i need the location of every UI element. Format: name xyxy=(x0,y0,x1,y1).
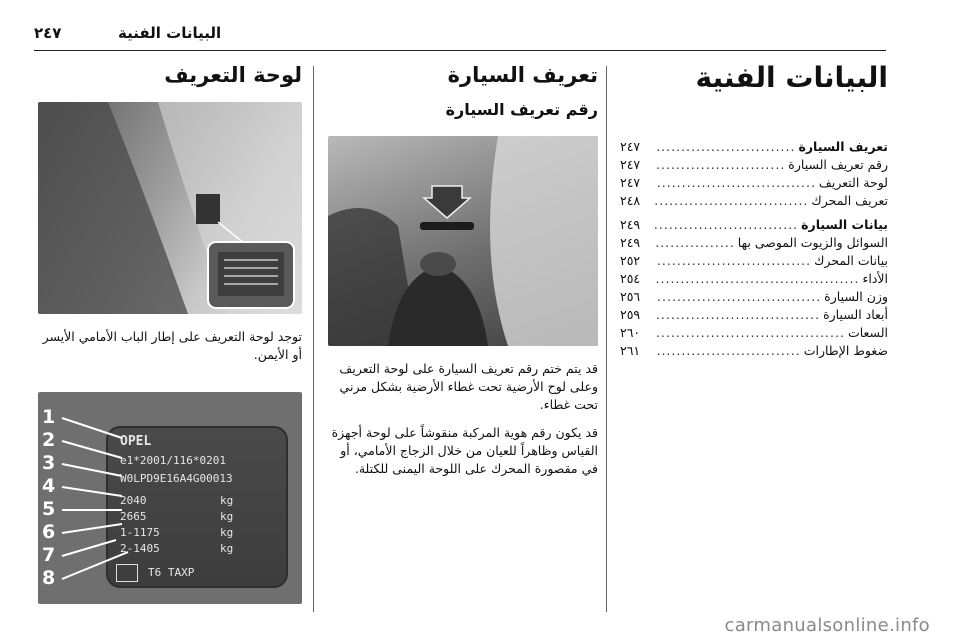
callout-number: 4 xyxy=(42,475,56,497)
door-frame-illustration xyxy=(38,102,302,314)
toc-entry-label: السعات xyxy=(847,325,888,340)
plate-vin: W0LPD9E16A4G00013 xyxy=(120,472,233,485)
toc-entry-page: ٢٤٧ xyxy=(620,175,641,190)
id-plate-title: لوحة التعريف xyxy=(164,63,302,87)
id-plate-paragraph: توجد لوحة التعريف على إطار الباب الأمامي الأيسر أو الأيمن. xyxy=(42,329,302,362)
chapter-title: البيانات الفنية xyxy=(695,61,888,94)
toc-entry[interactable] xyxy=(620,288,888,306)
toc-leader-dots xyxy=(655,216,798,234)
column-divider-right xyxy=(606,66,607,612)
toc-entry[interactable] xyxy=(620,252,888,270)
header-rule xyxy=(34,50,886,51)
toc-entry-label: ضغوط الإطارات xyxy=(803,343,888,358)
column-divider-left xyxy=(313,66,314,612)
vin-paragraph-1: قد يتم ختم رقم تعريف السيارة على لوحة التعريف وعلى لوح الأرضية تحت غطاء الأرضية بشكل مرني تحت غطاء. xyxy=(339,361,598,412)
section-title: تعريف السيارة xyxy=(447,63,598,87)
toc-entry-page: ٢٥٦ xyxy=(620,289,641,304)
toc-entry-page: ٢٦٠ xyxy=(620,325,641,340)
callout-number: 3 xyxy=(42,452,56,474)
toc-entry-label: تعريف المحرك xyxy=(811,193,888,208)
toc-entry-page: ٢٤٩ xyxy=(620,217,641,232)
toc-entry-label: الأداء xyxy=(862,271,888,286)
toc-entry-page: ٢٥٤ xyxy=(620,271,641,286)
id-plate-photo xyxy=(38,392,302,604)
toc-leader-dots xyxy=(655,324,845,342)
subsection-title: رقم تعريف السيارة xyxy=(445,100,598,119)
callout-number: 6 xyxy=(42,521,56,543)
callout-number: 1 xyxy=(42,406,56,428)
toc-entry-label: بيانات السيارة xyxy=(801,217,888,232)
arrow-down-icon xyxy=(424,186,470,218)
vin-stamp-slot xyxy=(420,222,474,230)
toc-entry[interactable] xyxy=(620,216,888,234)
plate-manufacturer: OPEL xyxy=(120,434,152,449)
id-plate-location xyxy=(196,194,220,224)
toc-leader-dots xyxy=(655,252,811,270)
id-plate-column xyxy=(34,60,302,604)
toc-entry-label: أبعاد السيارة xyxy=(823,307,888,322)
toc-leader-dots xyxy=(655,156,785,174)
toc-entry-label: لوحة التعريف xyxy=(818,175,888,190)
plate-weight-value: 2665 xyxy=(120,510,147,523)
plate-bottom-code: T6 TAXP xyxy=(148,566,195,579)
toc-entry-page: ٢٦١ xyxy=(620,343,641,358)
toc-entry[interactable] xyxy=(620,192,888,210)
toc-entry-label: وزن السيارة xyxy=(824,289,888,304)
table-of-contents xyxy=(620,138,888,360)
plate-weight-value: 2040 xyxy=(120,494,147,507)
toc-entry-page: ٢٥٢ xyxy=(620,253,641,268)
toc-entry-label: السوائل والزيوت الموصى بها xyxy=(737,235,888,250)
toc-entry[interactable] xyxy=(620,138,888,156)
plate-type-approval: e1*2001/116*0201 xyxy=(120,454,226,467)
toc-entry[interactable] xyxy=(620,306,888,324)
toc-entry[interactable] xyxy=(620,174,888,192)
toc-leader-dots xyxy=(655,234,735,252)
toc-entry-page: ٢٤٧ xyxy=(620,157,641,172)
watermark: carmanualsonline.info xyxy=(724,615,930,636)
toc-leader-dots xyxy=(655,306,820,324)
callout-lines xyxy=(38,392,302,604)
vin-paragraph-2: قد يكون رقم هوية المركبة منقوشاً على لوحة أجهزة القياس وظاهراً للعيان من خلال الزجاج الأمامي، أو في مقصورة المحرك على اللوحة اليمنى للكتلة. xyxy=(331,425,598,476)
toc-entry-page: ٢٤٨ xyxy=(620,193,641,208)
plate-weight-unit: kg xyxy=(220,542,234,555)
toc-entry-label: بيانات المحرك xyxy=(814,253,888,268)
toc-leader-dots xyxy=(655,270,859,288)
toc-column xyxy=(620,60,888,360)
toc-entry[interactable] xyxy=(620,324,888,342)
page-number: ٢٤٧ xyxy=(34,24,62,42)
toc-entry-label: تعريف السيارة xyxy=(798,139,888,154)
toc-leader-dots xyxy=(655,288,821,306)
toc-entry-label: رقم تعريف السيارة xyxy=(788,157,888,172)
callout-number: 8 xyxy=(42,567,56,589)
toc-entry-page: ٢٤٧ xyxy=(620,139,641,154)
toc-entry[interactable] xyxy=(620,234,888,252)
toc-leader-dots xyxy=(655,342,801,360)
door-frame-photo xyxy=(38,102,302,314)
plate-weight-unit: kg xyxy=(220,526,234,539)
plate-weight-unit: kg xyxy=(220,510,234,523)
callout-number: 2 xyxy=(42,429,56,451)
plate-weight-unit: kg xyxy=(220,494,234,507)
toc-leader-dots xyxy=(655,192,808,210)
toc-leader-dots xyxy=(655,138,795,156)
toc-entry[interactable] xyxy=(620,270,888,288)
vin-location-photo xyxy=(328,136,598,346)
callout-number: 5 xyxy=(42,498,56,520)
plate-weight-value: 1-1175 xyxy=(120,526,160,539)
toc-entry-page: ٢٤٩ xyxy=(620,235,641,250)
car-interior-illustration xyxy=(328,136,598,346)
callout-number: 7 xyxy=(42,544,56,566)
toc-leader-dots xyxy=(655,174,816,192)
toc-entry[interactable] xyxy=(620,156,888,174)
toc-entry[interactable] xyxy=(620,342,888,360)
toc-entry-page: ٢٥٩ xyxy=(620,307,641,322)
plate-weight-value: 2-1405 xyxy=(120,542,160,555)
running-header-title: البيانات الفنية xyxy=(118,24,222,42)
vehicle-identification-column xyxy=(322,60,598,478)
